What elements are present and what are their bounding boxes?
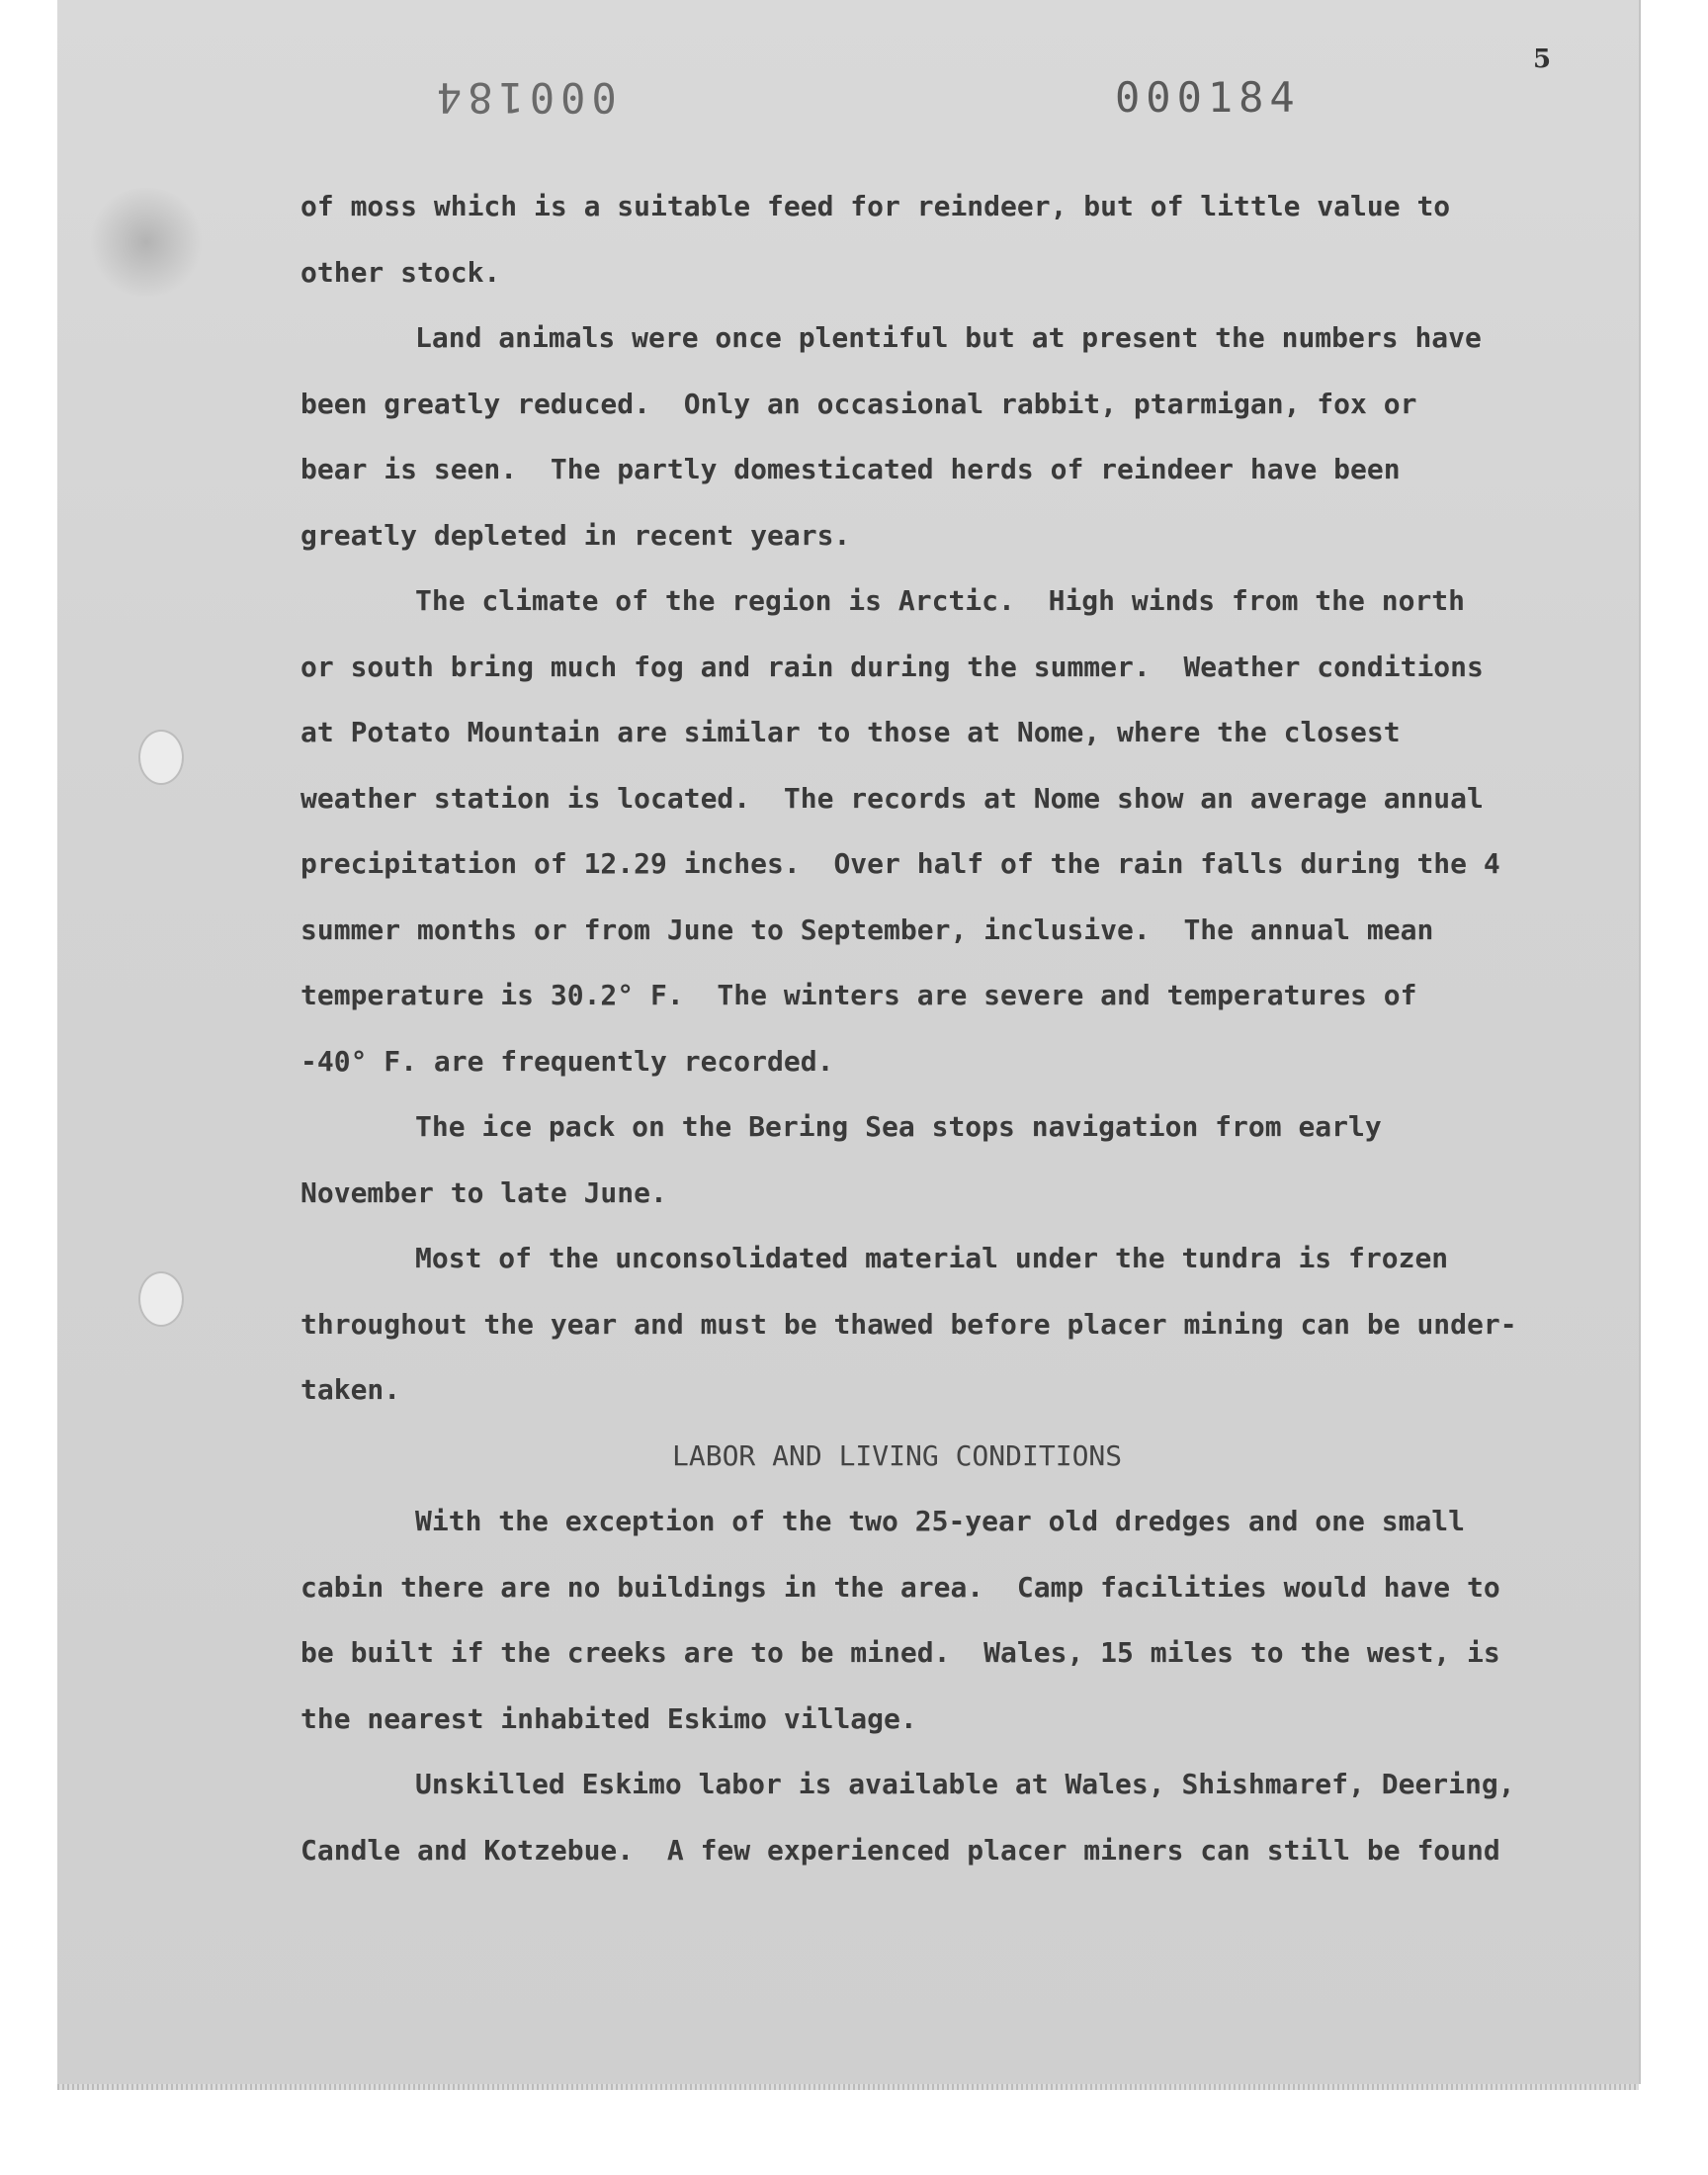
smudge-mark (87, 188, 206, 297)
text-line: throughout the year and must be thawed before placer mining can be under- (300, 1307, 1517, 1341)
text-line: Land animals were once plentiful but at present the numbers have (415, 321, 1482, 354)
stamp-number-mirrored: 000184 (431, 73, 617, 122)
text-line: the nearest inhabited Eskimo village. (300, 1701, 917, 1735)
stamp-number: 000184 (1115, 73, 1301, 122)
text-line: at Potato Mountain are similar to those at Nome, where the closest (300, 716, 1401, 748)
text-line: November to late June. (300, 1175, 667, 1209)
text-line: -40° F. are frequently recorded. (300, 1044, 834, 1078)
text-line: With the exception of the two 25-year old dredges and one small (415, 1505, 1466, 1537)
text-line: temperature is 30.2° F. The winters are severe and temperatures of (300, 979, 1417, 1011)
text-line: precipitation of 12.29 inches. Over half of the rain falls during the 4 (300, 847, 1500, 880)
text-line: greatly depleted in recent years. (300, 518, 851, 552)
section-heading: LABOR AND LIVING CONDITIONS (672, 1438, 1123, 1472)
text-line: bear is seen. The partly domesticated herds of reindeer have been (300, 453, 1401, 485)
punch-hole (138, 1271, 184, 1327)
text-line: other stock. (300, 255, 501, 289)
text-line: cabin there are no buildings in the area. Camp facilities would have to (300, 1570, 1500, 1604)
text-line: be built if the creeks are to be mined. Wales, 15 miles to the west, is (300, 1636, 1500, 1669)
text-line: weather station is located. The records at Nome show an average annual (300, 781, 1484, 815)
text-line: or south bring much fog and rain during the summer. Weather conditions (300, 650, 1484, 683)
text-line: summer months or from June to September, inclusive. The annual mean (300, 913, 1434, 946)
text-line: Most of the unconsolidated material under the tundra is frozen (415, 1242, 1449, 1274)
body-text (300, 174, 1526, 1883)
text-line: of moss which is a suitable feed for reindeer, but of little value to (300, 190, 1451, 222)
text-line: Unskilled Eskimo labor is available at Wales, Shishmaref, Deering, (415, 1768, 1515, 1800)
text-line: Candle and Kotzebue. A few experienced placer miners can still be found (300, 1833, 1500, 1867)
text-line: The climate of the region is Arctic. High winds from the north (415, 584, 1466, 617)
text-line: The ice pack on the Bering Sea stops navigation from early (415, 1110, 1382, 1143)
text-line: been greatly reduced. Only an occasional rabbit, ptarmigan, fox or (300, 387, 1417, 420)
text-line: taken. (300, 1373, 401, 1406)
punch-hole (138, 730, 184, 785)
page-number: 5 (1533, 44, 1552, 74)
